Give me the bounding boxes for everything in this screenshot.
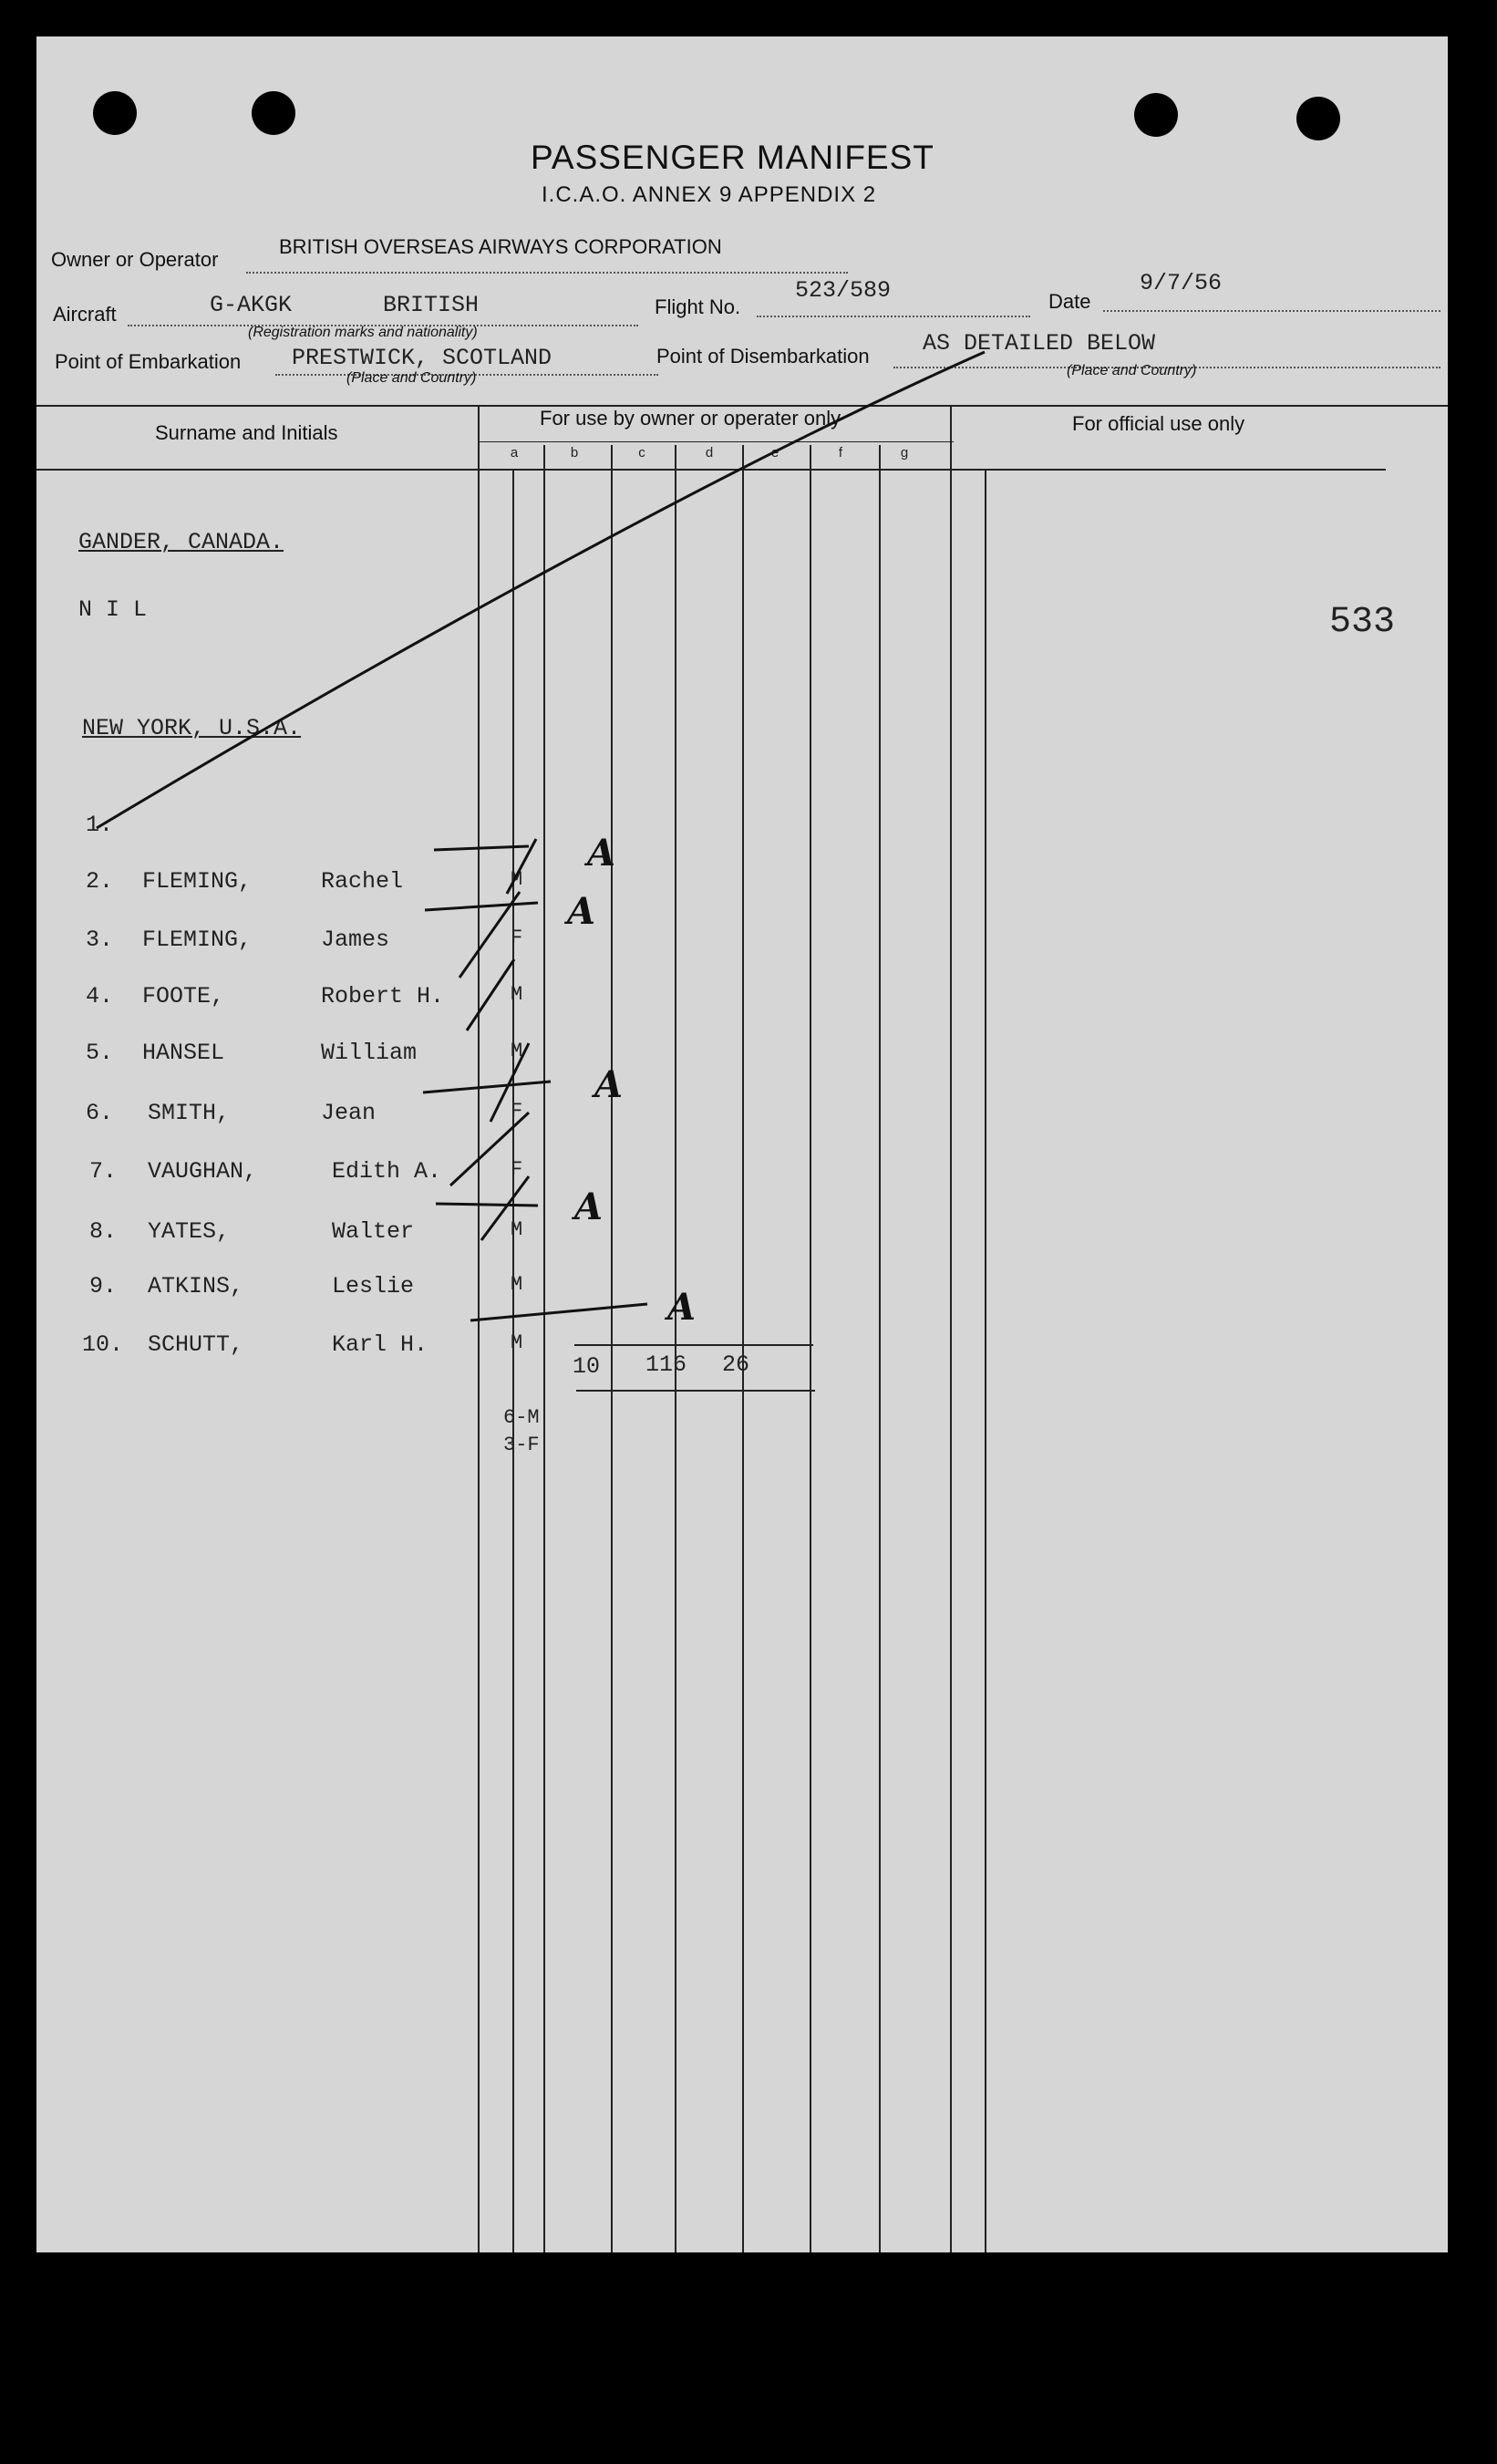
passenger-sex: M bbox=[511, 1040, 523, 1062]
passenger-given-name: Robert H. bbox=[321, 983, 445, 1009]
side-number: 533 bbox=[1329, 602, 1396, 643]
passenger-sex: F bbox=[511, 1100, 523, 1123]
handwritten-a-mark: A bbox=[667, 1286, 697, 1329]
tick-mark bbox=[470, 1304, 647, 1320]
handwritten-a-mark: A bbox=[567, 890, 596, 933]
section-heading-gander: GANDER, CANADA. bbox=[78, 529, 284, 555]
handwritten-a-mark: A bbox=[574, 1185, 604, 1228]
owner-use-header: For use by owner or operater only bbox=[540, 407, 841, 430]
total-e: 26 bbox=[722, 1351, 750, 1378]
aircraft-nationality: BRITISH bbox=[383, 292, 480, 318]
total-cd: 116 bbox=[645, 1351, 687, 1378]
sex-summary-female: 3-F bbox=[503, 1434, 540, 1456]
passenger-sex: M bbox=[511, 983, 523, 1006]
column-letter-f: f bbox=[838, 445, 843, 461]
passenger-number: 6. bbox=[86, 1100, 114, 1126]
owner-label: Owner or Operator bbox=[51, 248, 219, 271]
passenger-surname: HANSEL bbox=[142, 1040, 225, 1066]
passenger-number: 2. bbox=[86, 868, 114, 895]
tick-mark bbox=[423, 1082, 551, 1092]
passenger-number: 4. bbox=[86, 983, 114, 1009]
embarkation-label: Point of Embarkation bbox=[55, 350, 242, 373]
form-subtitle: I.C.A.O. ANNEX 9 APPENDIX 2 bbox=[542, 182, 877, 207]
section-heading-new-york: NEW YORK, U.S.A. bbox=[82, 715, 302, 741]
passenger-surname: FLEMING, bbox=[142, 868, 253, 895]
passenger-surname: FLEMING, bbox=[142, 927, 253, 953]
handwritten-a-mark: A bbox=[587, 832, 616, 875]
passenger-sex: M bbox=[511, 1273, 523, 1296]
column-letter-g: g bbox=[900, 445, 909, 461]
passenger-number: 9. bbox=[89, 1273, 118, 1299]
column-letter-e: e bbox=[770, 445, 779, 461]
date-label: Date bbox=[1048, 290, 1091, 313]
tick-mark bbox=[436, 1204, 538, 1206]
passenger-sex: M bbox=[511, 1218, 523, 1241]
passenger-surname: YATES, bbox=[148, 1218, 231, 1245]
passenger-given-name: James bbox=[321, 927, 390, 953]
passenger-number: 1. bbox=[86, 812, 114, 838]
column-letter-c: c bbox=[638, 445, 645, 461]
embarkation-note: (Place and Country) bbox=[346, 370, 477, 386]
passenger-given-name: William bbox=[321, 1040, 418, 1066]
diagonal-strike-line bbox=[97, 352, 985, 828]
passenger-number: 10. bbox=[82, 1331, 124, 1358]
flight-number: 523/589 bbox=[795, 277, 892, 304]
passenger-given-name: Karl H. bbox=[332, 1331, 428, 1358]
embarkation-value: PRESTWICK, SCOTLAND bbox=[292, 345, 552, 371]
sex-summary-male: 6-M bbox=[503, 1406, 540, 1429]
column-letter-d: d bbox=[705, 445, 714, 461]
flight-label: Flight No. bbox=[655, 295, 741, 318]
column-letter-b: b bbox=[570, 445, 579, 461]
passenger-number: 8. bbox=[89, 1218, 118, 1245]
handwritten-a-mark: A bbox=[594, 1063, 624, 1106]
passenger-surname: ATKINS, bbox=[148, 1273, 244, 1299]
passenger-given-name: Jean bbox=[321, 1100, 377, 1126]
slash-mark bbox=[481, 1176, 529, 1240]
passenger-given-name: Leslie bbox=[332, 1273, 415, 1299]
tick-mark bbox=[425, 903, 538, 910]
disembarkation-note: (Place and Country) bbox=[1067, 363, 1197, 378]
registration-note: (Registration marks and nationality) bbox=[248, 325, 478, 340]
handwritten-ink-marks bbox=[36, 36, 1448, 2252]
slash-mark bbox=[450, 1113, 529, 1185]
form-title: PASSENGER MANIFEST bbox=[531, 139, 934, 176]
total-b: 10 bbox=[573, 1353, 601, 1380]
passenger-surname: SMITH, bbox=[148, 1100, 231, 1126]
passenger-surname: FOOTE, bbox=[142, 983, 225, 1009]
passenger-surname: SCHUTT, bbox=[148, 1331, 244, 1358]
tick-mark bbox=[434, 846, 529, 850]
passenger-number: 5. bbox=[86, 1040, 114, 1066]
passenger-number: 3. bbox=[86, 927, 114, 953]
disembarkation-label: Point of Disembarkation bbox=[656, 345, 870, 368]
passenger-surname: VAUGHAN, bbox=[148, 1158, 258, 1185]
column-letter-a: a bbox=[510, 445, 519, 461]
passenger-given-name: Walter bbox=[332, 1218, 415, 1245]
passenger-given-name: Rachel bbox=[321, 868, 404, 895]
official-use-header: For official use only bbox=[1072, 412, 1245, 435]
owner-value: BRITISH OVERSEAS AIRWAYS CORPORATION bbox=[279, 235, 722, 258]
section-note-nil: N I L bbox=[78, 596, 148, 623]
passenger-number: 7. bbox=[89, 1158, 118, 1185]
aircraft-label: Aircraft bbox=[53, 303, 117, 326]
passenger-sex: F bbox=[511, 1158, 523, 1181]
manifest-sheet bbox=[36, 36, 1448, 2252]
passenger-sex: M bbox=[511, 868, 523, 891]
disembarkation-value: AS DETAILED BELOW bbox=[923, 330, 1156, 357]
passenger-sex: F bbox=[511, 927, 523, 949]
passenger-given-name: Edith A. bbox=[332, 1158, 442, 1185]
slash-mark bbox=[467, 959, 514, 1030]
date-value: 9/7/56 bbox=[1140, 270, 1223, 296]
aircraft-registration: G-AKGK bbox=[210, 292, 293, 318]
passenger-sex: M bbox=[511, 1331, 523, 1354]
surname-column-header: Surname and Initials bbox=[155, 421, 338, 444]
slash-mark bbox=[490, 1043, 529, 1122]
